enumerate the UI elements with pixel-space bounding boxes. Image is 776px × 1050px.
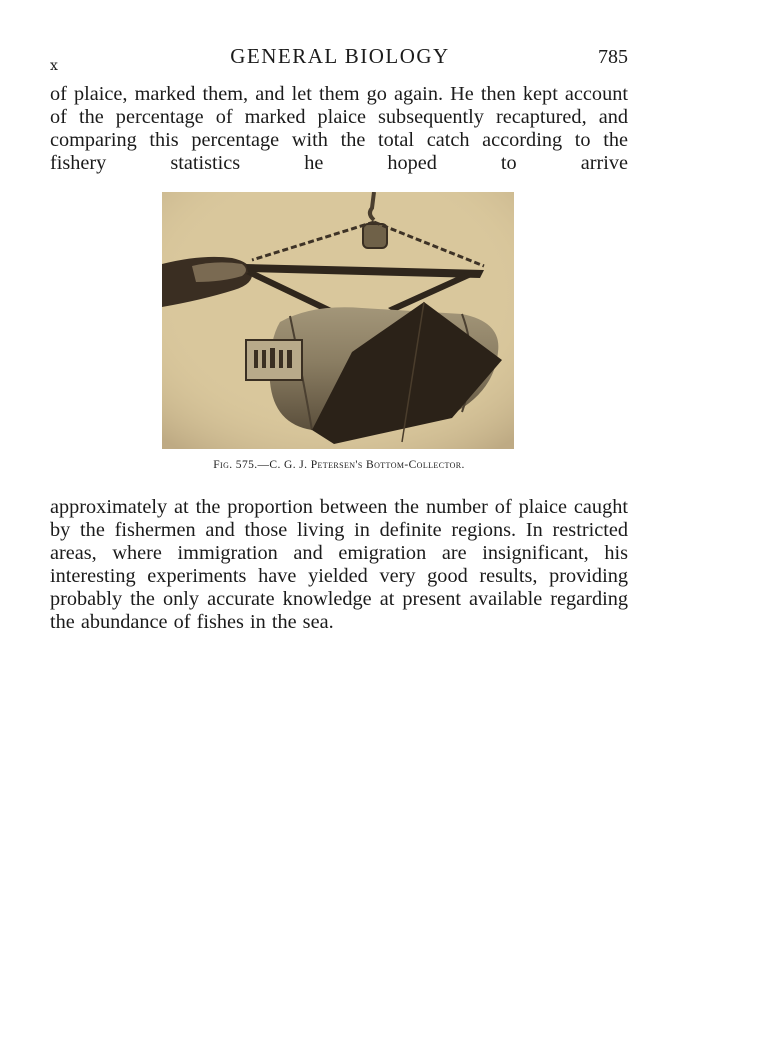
running-head-title: GENERAL BIOLOGY [230,44,450,68]
running-head [50,44,630,74]
bottom-collector-illustration [162,192,514,449]
page-number: 785 [598,46,628,68]
paragraph-top: of plaice, marked them, and let them go again. He then kept account of the percentage of marked plaice subsequently recaptured, and comparing this percentage with the total catch according to the fishery statistics he hoped to arrive [50,83,628,174]
figure-caption: Fig. 575.—C. G. J. Petersen's Bottom-Collector. [213,459,465,471]
section-mark: x [50,58,58,74]
paragraph-bottom: approximately at the proportion between the number of plaice caught by the fishermen and those living in definite regions. In restricted areas, where immigration and emigration are insignificant, his interesting experiments have yielded very good results, providing probably the only accurate knowledge at present available regarding the abundance of fishes in the sea. [50,496,628,633]
shackle-weight [363,224,387,248]
figure-photograph [162,192,514,449]
